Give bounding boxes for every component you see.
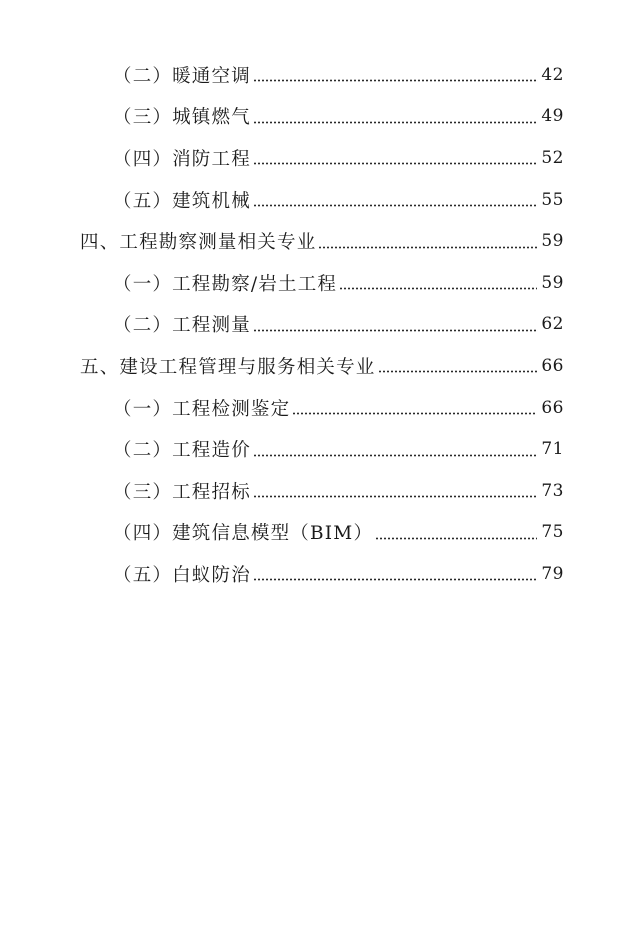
toc-dot-leader [253, 578, 537, 581]
toc-section-heading[interactable] [0, 345, 644, 387]
toc-entry-title: （五）建筑机械 [113, 190, 251, 212]
toc-entry-title: （五）白蚁防治 [113, 564, 251, 586]
toc-entry-title: 五、建设工程管理与服务相关专业 [80, 356, 376, 378]
toc-dot-leader [253, 204, 537, 207]
toc-dot-leader [253, 495, 537, 498]
toc-entry[interactable] [0, 512, 644, 554]
toc-entry-title: （二）工程造价 [113, 440, 251, 462]
toc-entry-page: 66 [541, 355, 564, 376]
toc-entry[interactable] [0, 553, 644, 595]
toc-entry-title: （三）城镇燃气 [113, 107, 251, 129]
toc-entry[interactable] [0, 470, 644, 512]
toc-entry-title: （四）建筑信息模型（BIM） [113, 523, 374, 545]
toc-entry[interactable] [0, 387, 644, 429]
toc-dot-leader [339, 287, 537, 290]
toc-entry[interactable] [0, 428, 644, 470]
toc-entry-page: 42 [541, 64, 564, 85]
toc-entry[interactable] [0, 137, 644, 179]
toc-section-heading[interactable] [0, 220, 644, 262]
toc-entry-title: （二）暖通空调 [113, 65, 251, 87]
toc-entry-page: 59 [541, 231, 564, 252]
toc-entry-title: （一）工程检测鉴定 [113, 398, 291, 420]
toc-entry-page: 71 [541, 439, 564, 460]
toc-dot-leader [253, 79, 537, 82]
table-of-contents [0, 54, 644, 595]
toc-entry[interactable] [0, 304, 644, 346]
toc-dot-leader [292, 412, 537, 415]
toc-entry[interactable] [0, 262, 644, 304]
toc-dot-leader [318, 246, 537, 249]
toc-entry-page: 62 [541, 314, 564, 335]
toc-entry-title: 四、工程勘察测量相关专业 [80, 232, 317, 254]
toc-dot-leader [375, 537, 537, 540]
toc-entry-page: 79 [541, 563, 564, 584]
toc-entry-title: （四）消防工程 [113, 148, 251, 170]
toc-entry[interactable] [0, 54, 644, 96]
toc-entry-title: （二）工程测量 [113, 315, 251, 337]
toc-dot-leader [253, 454, 537, 457]
toc-dot-leader [253, 121, 537, 124]
toc-entry-page: 66 [541, 397, 564, 418]
toc-dot-leader [253, 162, 537, 165]
toc-entry-title: （一）工程勘察/岩土工程 [113, 273, 338, 295]
toc-entry-page: 75 [541, 522, 564, 543]
toc-entry[interactable] [0, 179, 644, 221]
toc-entry-page: 52 [541, 147, 564, 168]
toc-entry-page: 73 [541, 480, 564, 501]
toc-dot-leader [253, 329, 537, 332]
toc-entry-title: （三）工程招标 [113, 481, 251, 503]
toc-entry-page: 59 [541, 272, 564, 293]
toc-entry[interactable] [0, 96, 644, 138]
toc-entry-page: 49 [541, 106, 564, 127]
toc-dot-leader [378, 370, 538, 373]
toc-entry-page: 55 [541, 189, 564, 210]
